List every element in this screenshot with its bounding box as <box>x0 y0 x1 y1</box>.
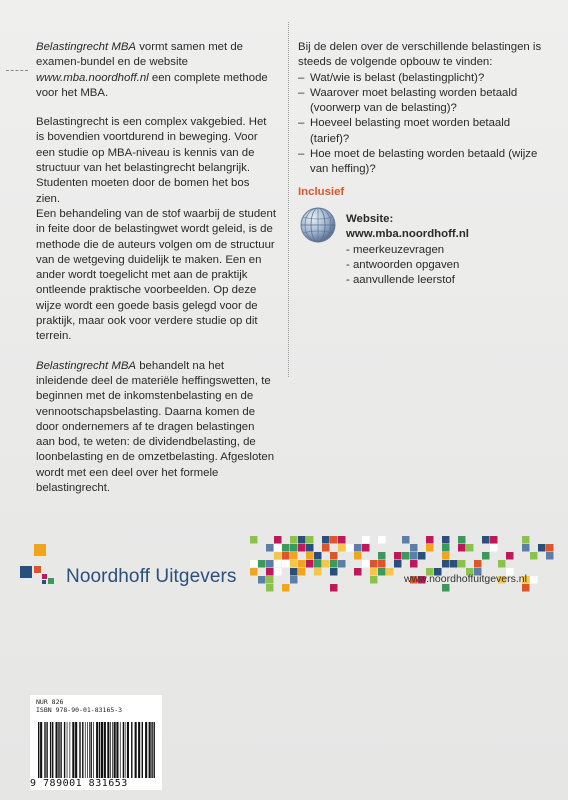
mosaic-tile <box>378 560 386 568</box>
barcode-bar <box>116 722 118 778</box>
publisher-website[interactable]: www.noordhoffuitgevers.nl <box>404 573 527 585</box>
mosaic-tile <box>330 584 338 592</box>
barcode-bar <box>56 722 58 778</box>
color-mosaic <box>250 532 560 612</box>
mosaic-tile <box>314 552 322 560</box>
mosaic-tile <box>522 544 530 552</box>
mosaic-tile <box>314 568 322 576</box>
intro-text-b: een complete methode voor het MBA. <box>36 71 268 99</box>
mosaic-tile <box>250 568 258 576</box>
barcode-bars <box>36 722 156 778</box>
mosaic-tile <box>282 584 290 592</box>
mosaic-tile <box>250 560 258 568</box>
mosaic-tile <box>362 560 370 568</box>
nur-isbn <box>36 698 122 714</box>
mosaic-tile <box>386 568 394 576</box>
mosaic-tile <box>546 552 554 560</box>
description-column <box>36 40 276 510</box>
column-divider <box>288 22 290 377</box>
contents-paragraph <box>36 359 276 497</box>
mosaic-tile <box>370 576 378 584</box>
barcode-bar <box>114 722 116 778</box>
structure-column <box>298 40 548 178</box>
mosaic-tile <box>250 536 258 544</box>
barcode-bar <box>82 722 83 778</box>
barcode-bar <box>60 722 61 778</box>
nur-code: NUR 826 <box>36 698 64 706</box>
mosaic-tile <box>290 568 298 576</box>
barcode-bar <box>112 722 113 778</box>
mosaic-tile <box>274 544 282 552</box>
mosaic-tile <box>442 584 450 592</box>
mosaic-tile <box>298 544 306 552</box>
barcode-bar <box>67 722 68 778</box>
barcode-bar <box>46 722 47 778</box>
website-item: - meerkeuzevragen <box>346 243 445 256</box>
mosaic-tile <box>330 552 338 560</box>
barcode-bar <box>96 722 98 778</box>
barcode-bar <box>38 722 39 778</box>
mosaic-tile <box>546 544 554 552</box>
mosaic-tile <box>298 568 306 576</box>
mosaic-tile <box>266 544 274 552</box>
barcode-bar <box>58 722 59 778</box>
mosaic-tile <box>322 560 330 568</box>
ean-number: 9 789001 831653 <box>30 778 128 789</box>
cut-mark <box>6 70 28 73</box>
mosaic-tile <box>354 568 362 576</box>
mosaic-tile <box>402 552 410 560</box>
mosaic-tile <box>498 560 506 568</box>
mosaic-tile <box>266 576 274 584</box>
barcode-bar <box>125 722 126 778</box>
mosaic-tile <box>362 536 370 544</box>
barcode-bar <box>87 722 88 778</box>
mosaic-tile <box>394 560 402 568</box>
mosaic-tile <box>330 560 338 568</box>
mosaic-tile <box>418 552 426 560</box>
mosaic-tile <box>442 552 450 560</box>
barcode-bar <box>93 722 94 778</box>
mosaic-tile <box>522 536 530 544</box>
barcode-bar <box>75 722 77 778</box>
mosaic-tile <box>282 552 290 560</box>
mosaic-tile <box>330 536 338 544</box>
mosaic-tile <box>530 576 538 584</box>
barcode-bar <box>50 722 51 778</box>
website-block <box>346 212 469 288</box>
mosaic-tile <box>426 536 434 544</box>
structure-intro: Bij de delen over de verschillende belastingen is steeds de volgende opbouw te vinden: <box>298 41 542 69</box>
barcode-bar <box>123 722 124 778</box>
barcode-bar <box>44 722 45 778</box>
barcode-bar <box>138 722 140 778</box>
website-item: - aanvullende leerstof <box>346 274 455 287</box>
mosaic-tile <box>474 560 482 568</box>
website-item: - antwoorden opgaven <box>346 258 460 271</box>
mosaic-tile <box>482 536 490 544</box>
mosaic-tile <box>442 536 450 544</box>
mosaic-tile <box>410 544 418 552</box>
mosaic-tile <box>458 544 466 552</box>
mosaic-tile <box>266 568 274 576</box>
mosaic-tile <box>314 560 322 568</box>
mosaic-tile <box>274 560 282 568</box>
barcode-bar <box>131 722 132 778</box>
mosaic-tile <box>442 544 450 552</box>
barcode-bar <box>104 722 106 778</box>
barcode-bar <box>151 722 152 778</box>
mosaic-tile <box>370 568 378 576</box>
mosaic-tile <box>306 544 314 552</box>
mosaic-tile <box>338 544 346 552</box>
mosaic-tile <box>290 560 298 568</box>
website-url-inline: www.mba.noordhoff.nl <box>36 71 149 84</box>
mosaic-tile <box>274 552 282 560</box>
mosaic-tile <box>378 568 386 576</box>
barcode-bar <box>70 722 71 778</box>
structure-item: – Hoe moet de belasting worden betaald (wijze van heffing)? <box>298 147 548 178</box>
barcode-bar <box>40 722 42 778</box>
barcode-bar <box>127 722 129 778</box>
barcode-bar <box>135 722 137 778</box>
mosaic-tile <box>290 576 298 584</box>
barcode-bar <box>64 722 65 778</box>
barcode-bar <box>101 722 103 778</box>
barcode-bar <box>154 722 155 778</box>
mosaic-tile <box>266 584 274 592</box>
method-paragraph: Een behandeling van de stof waarbij de student in feite door de belastingwet wordt geleid, is de methode die de auteurs volgen om de structuur van de wetgeving duidelijk te maken. Een en ander wordt toegelicht met aan de praktijk ontleende praktische voorbeelden. Op deze wijze wordt een goede basis gelegd voor de praktijk, maar ook voor verdere studie op dit terrein. <box>36 207 277 343</box>
barcode-bar <box>91 722 92 778</box>
barcode-bar <box>145 722 147 778</box>
mosaic-tile <box>354 544 362 552</box>
mosaic-tile <box>282 560 290 568</box>
mosaic-tile <box>410 560 418 568</box>
isbn-code: ISBN 978-90-01-83165-3 <box>36 706 123 714</box>
inclusief-heading: Inclusief <box>298 186 345 198</box>
barcode-bar <box>142 722 143 778</box>
intro-text-a: vormt samen met de examen-bundel en de website <box>36 41 244 69</box>
complexity-paragraph: Belastingrecht is een complex vakgebied. Het is bovendien voortdurend in beweging. Voor een studie op MBA-niveau is kennis van de structuur van het belastingrecht belangrijk. Studenten moeten door de bomen het bos zien. <box>36 116 267 205</box>
mosaic-tile <box>258 576 266 584</box>
mosaic-tile <box>466 544 474 552</box>
barcode-bar <box>85 722 86 778</box>
mosaic-tile <box>290 552 298 560</box>
barcode-bar <box>120 722 121 778</box>
mosaic-tile <box>402 536 410 544</box>
intro-paragraph <box>36 40 276 101</box>
mosaic-tile <box>522 584 530 592</box>
mosaic-tile <box>306 536 314 544</box>
mosaic-tile <box>410 552 418 560</box>
mosaic-tile <box>426 544 434 552</box>
mosaic-tile <box>378 536 386 544</box>
mosaic-tile <box>506 552 514 560</box>
website-url[interactable]: www.mba.noordhoff.nl <box>346 228 469 241</box>
mosaic-tile <box>370 560 378 568</box>
mosaic-tile <box>338 536 346 544</box>
mosaic-tile <box>298 560 306 568</box>
barcode-bar <box>52 722 53 778</box>
mosaic-tile <box>354 552 362 560</box>
barcode-bar <box>110 722 111 778</box>
book-title: Belastingrecht MBA <box>36 41 137 53</box>
barcode-bar <box>79 722 80 778</box>
book-title: Belastingrecht MBA <box>36 359 137 372</box>
mosaic-tile <box>362 544 370 552</box>
mosaic-tile <box>490 544 498 552</box>
mosaic-tile <box>274 568 282 576</box>
mosaic-tile <box>274 536 282 544</box>
mosaic-tile <box>530 552 538 560</box>
mosaic-tile <box>378 552 386 560</box>
mosaic-tile <box>442 560 450 568</box>
mosaic-tile <box>266 560 274 568</box>
mosaic-tile <box>450 560 458 568</box>
mosaic-tile <box>490 536 498 544</box>
barcode-bar <box>149 722 151 778</box>
mosaic-tile <box>346 544 354 552</box>
barcode-bar <box>89 722 90 778</box>
mosaic-tile <box>306 560 314 568</box>
mosaic-tile <box>306 552 314 560</box>
mosaic-tile <box>258 560 266 568</box>
structure-list <box>298 71 548 178</box>
structure-item: – Wat/wie is belast (belastingplicht)? <box>298 71 548 86</box>
mosaic-tile <box>290 536 298 544</box>
website-label: Website: <box>346 213 394 225</box>
mosaic-tile <box>538 544 546 552</box>
mosaic-tile <box>482 552 490 560</box>
barcode-bar <box>72 722 74 778</box>
publisher-logo-icon <box>20 544 64 592</box>
globe-icon <box>298 205 338 245</box>
mosaic-tile <box>298 536 306 544</box>
structure-item: – Waarover moet belasting worden betaald (voorwerp van de belasting)? <box>298 86 548 117</box>
mosaic-tile <box>322 544 330 552</box>
mosaic-tile <box>394 552 402 560</box>
structure-item: – Hoeveel belasting moet worden betaald (tarief)? <box>298 116 548 147</box>
mosaic-tile <box>338 560 346 568</box>
mosaic-tile <box>290 544 298 552</box>
barcode-bar <box>99 722 100 778</box>
contents-text: behandelt na het inleidende deel de materiële heffingswetten, te beginnen met de inkomstenbelasting en de vennootschapsbelasting. Daarna komen de door ondernemers af te dragen belastingen aan bod, te weten: de dividendbelasting, de loonbelasting en de omzetbelasting. Afgesloten wordt met een deel over het formele belastingrecht. <box>36 359 275 495</box>
mosaic-tile <box>458 560 466 568</box>
barcode-bar <box>107 722 109 778</box>
mosaic-tile <box>330 568 338 576</box>
mosaic-tile <box>458 536 466 544</box>
mosaic-tile <box>322 536 330 544</box>
publisher-name: Noordhoff Uitgevers <box>66 566 237 587</box>
mosaic-tile <box>282 544 290 552</box>
